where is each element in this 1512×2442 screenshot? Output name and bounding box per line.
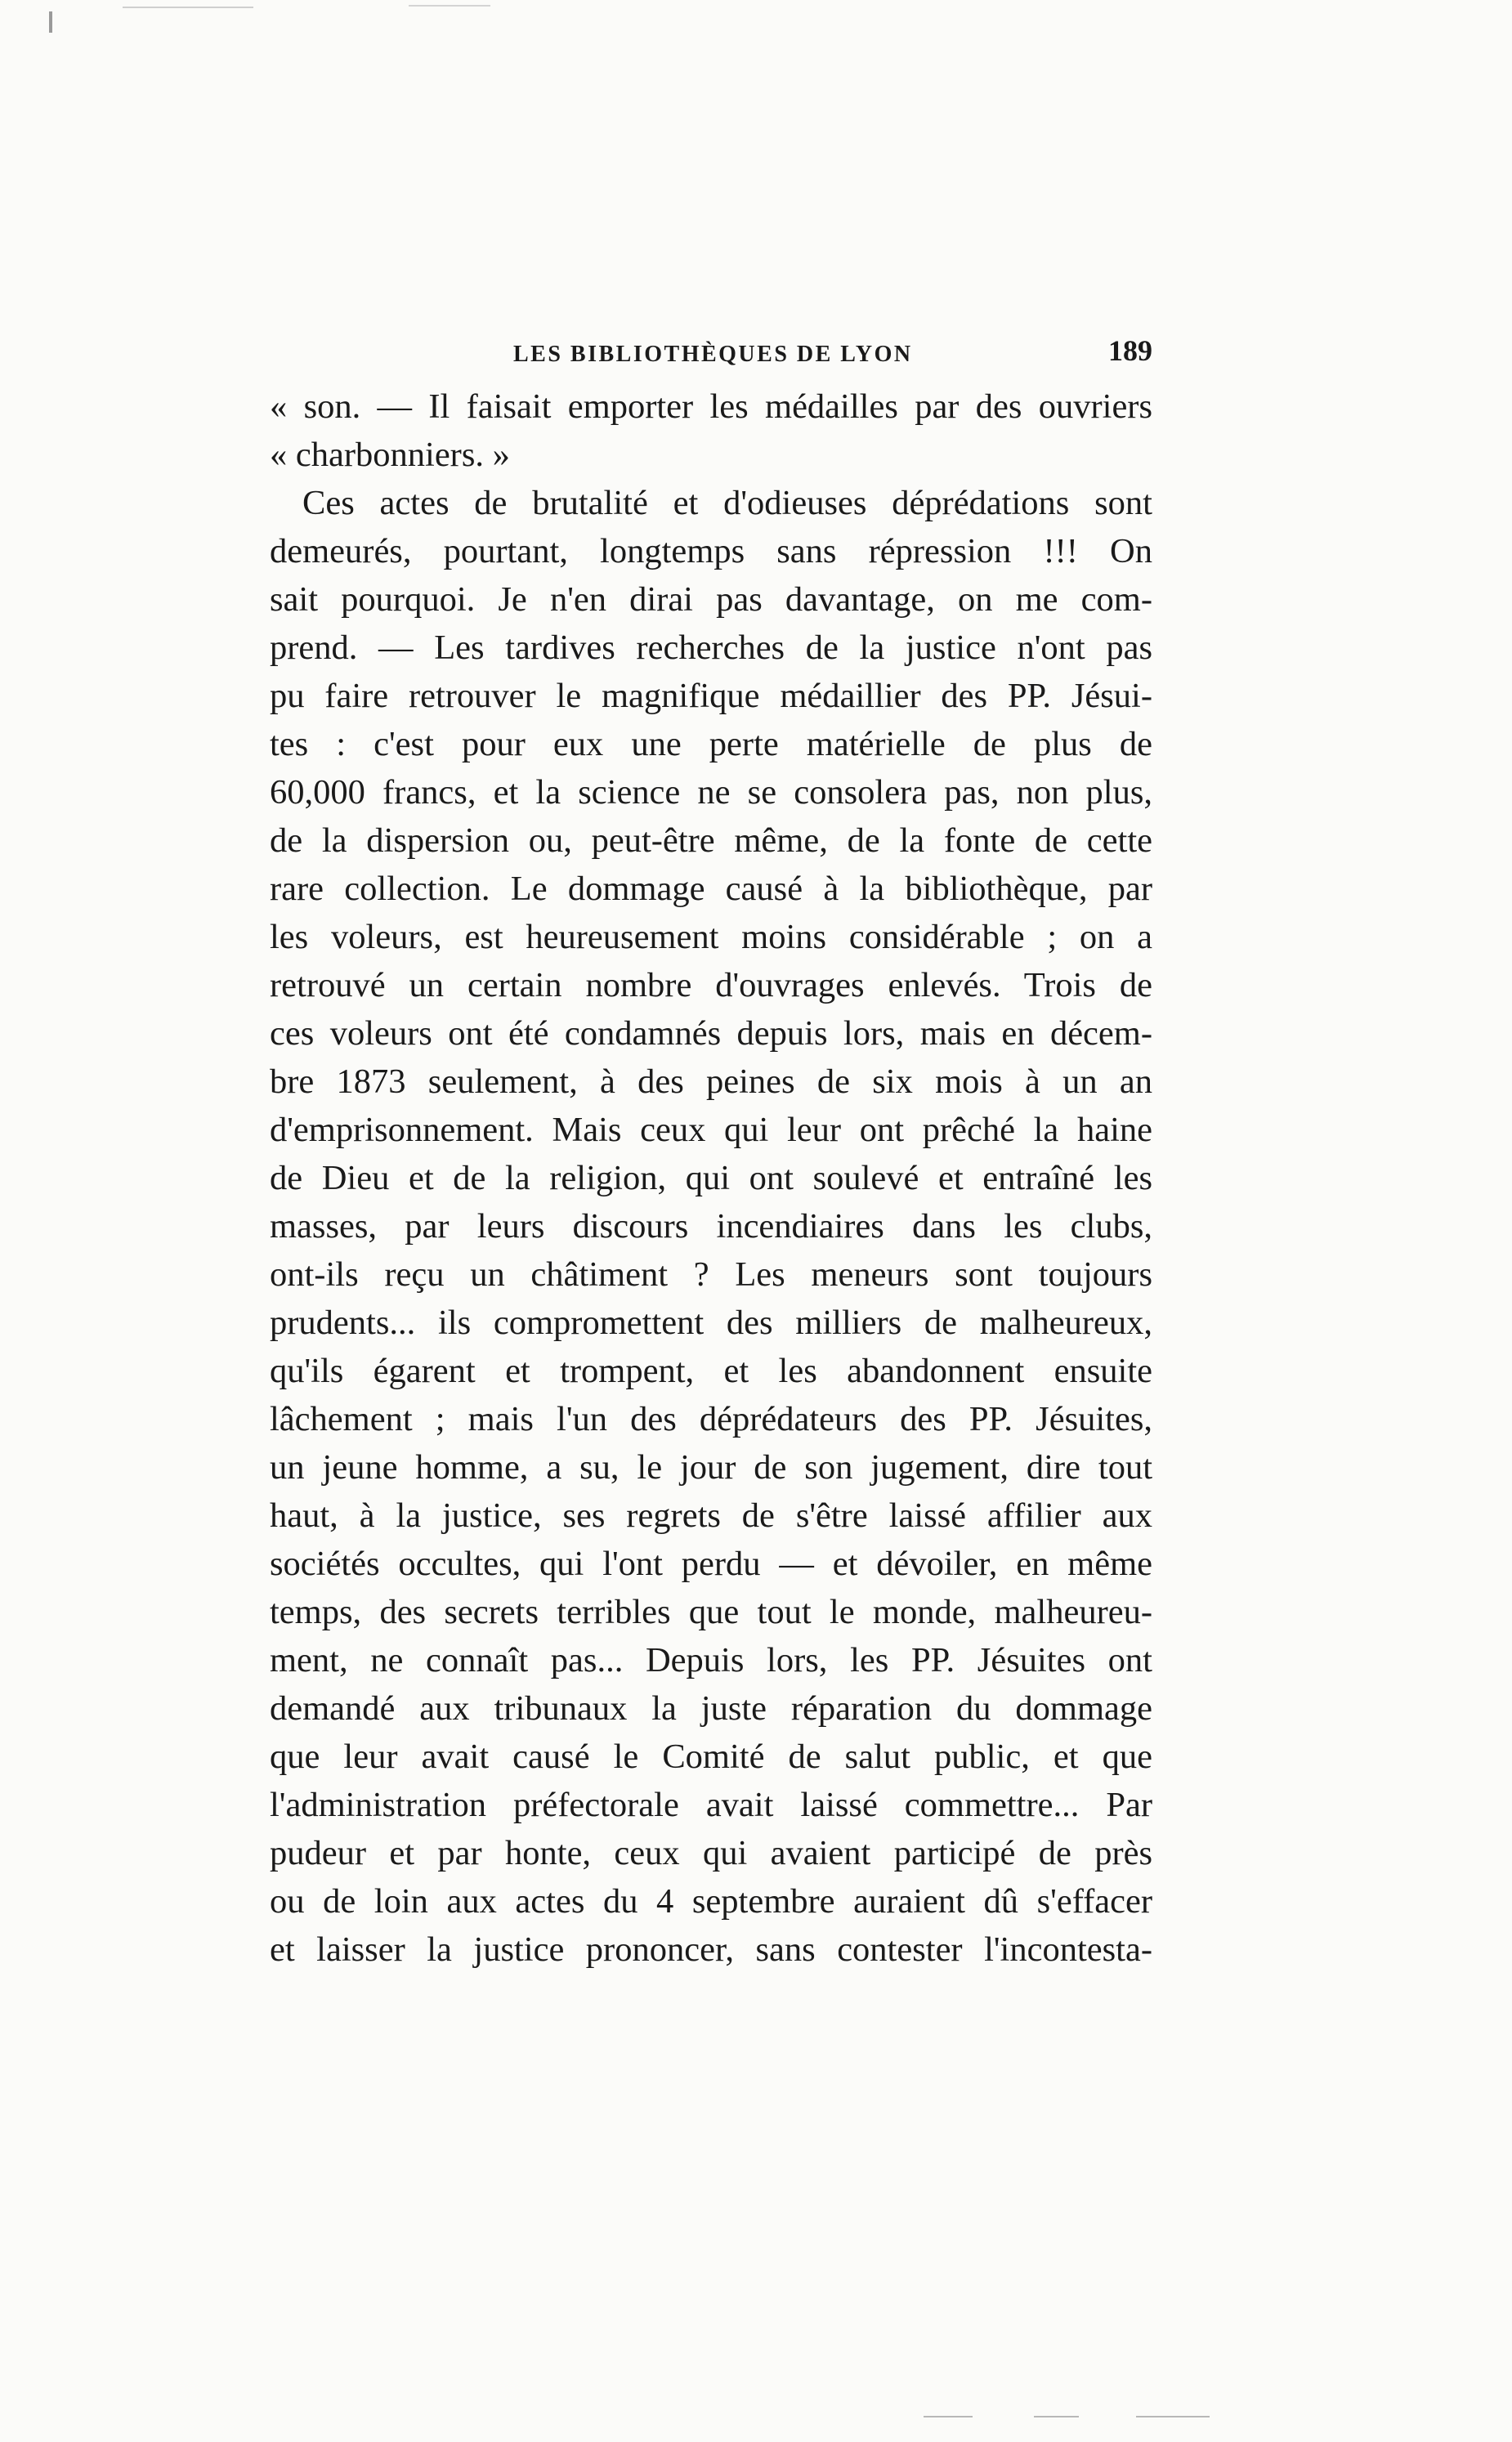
text-line: retrouvé un certain nombre d'ouvrages enlevés. Trois de (270, 966, 1152, 1004)
scan-artifact (1136, 2416, 1210, 2417)
text-line: prend. — Les tardives recherches de la justice n'ont pas (270, 628, 1152, 667)
text-line: « charbonniers. » (270, 436, 510, 474)
text-line: rare collection. Le dommage causé à la bibliothèque, par (270, 870, 1152, 908)
text-line: qu'ils égarent et trompent, et les abandonnent ensuite (270, 1352, 1152, 1390)
body-text (270, 382, 1152, 1974)
text-line: sait pourquoi. Je n'en dirai pas davantage, on me com- (270, 580, 1152, 619)
text-line: demandé aux tribunaux la juste réparation du dommage (270, 1689, 1152, 1728)
text-line: de la dispersion ou, peut-être même, de la fonte de cette (270, 821, 1152, 860)
scan-artifact (123, 7, 253, 8)
running-title: LES BIBLIOTHÈQUES DE LYON (513, 342, 913, 367)
page-number: 189 (1108, 334, 1152, 367)
text-line: tes : c'est pour eux une perte matérielle de plus de (270, 725, 1152, 763)
text-line: « son. — Il faisait emporter les médailles par des ouvriers (270, 387, 1152, 426)
text-line: de Dieu et de la religion, qui ont soulevé et entraîné les (270, 1159, 1152, 1197)
text-line: bre 1873 seulement, à des peines de six mois à un an (270, 1062, 1152, 1101)
text-line: et laisser la justice prononcer, sans contester l'incontesta- (270, 1930, 1152, 1969)
text-line: d'emprisonnement. Mais ceux qui leur ont prêché la haine (270, 1111, 1152, 1149)
page-header (270, 333, 1152, 382)
scan-artifact (49, 11, 52, 33)
text-line: ment, ne connaît pas... Depuis lors, les PP. Jésuites ont (270, 1641, 1152, 1679)
scan-artifact (409, 5, 490, 7)
text-line: ont-ils reçu un châtiment ? Les meneurs sont toujours (270, 1255, 1152, 1294)
text-line: ces voleurs ont été condamnés depuis lors, mais en décem- (270, 1014, 1152, 1053)
scan-artifact (924, 2416, 973, 2417)
text-line: ou de loin aux actes du 4 septembre auraient dû s'effacer (270, 1882, 1152, 1921)
text-line: haut, à la justice, ses regrets de s'être laissé affilier aux (270, 1496, 1152, 1535)
text-line: que leur avait causé le Comité de salut public, et que (270, 1738, 1152, 1776)
text-line: masses, par leurs discours incendiaires dans les clubs, (270, 1207, 1152, 1246)
text-line: temps, des secrets terribles que tout le monde, malheureu- (270, 1593, 1152, 1631)
text-line: les voleurs, est heureusement moins considérable ; on a (270, 918, 1152, 956)
scan-artifact (1034, 2416, 1079, 2417)
text-line: l'administration préfectorale avait laissé commettre... Par (270, 1786, 1152, 1824)
text-line: pudeur et par honte, ceux qui avaient participé de près (270, 1834, 1152, 1872)
text-line: lâchement ; mais l'un des déprédateurs des PP. Jésuites, (270, 1400, 1152, 1438)
text-line: 60,000 francs, et la science ne se consolera pas, non plus, (270, 773, 1152, 812)
text-line: prudents... ils compromettent des milliers de malheureux, (270, 1304, 1152, 1342)
text-line: sociétés occultes, qui l'ont perdu — et dévoiler, en même (270, 1545, 1152, 1583)
text-line: demeurés, pourtant, longtemps sans répression !!! On (270, 532, 1152, 570)
text-line: un jeune homme, a su, le jour de son jugement, dire tout (270, 1448, 1152, 1487)
text-line: Ces actes de brutalité et d'odieuses déprédations sont (302, 484, 1152, 522)
text-line: pu faire retrouver le magnifique médaillier des PP. Jésui- (270, 677, 1152, 715)
